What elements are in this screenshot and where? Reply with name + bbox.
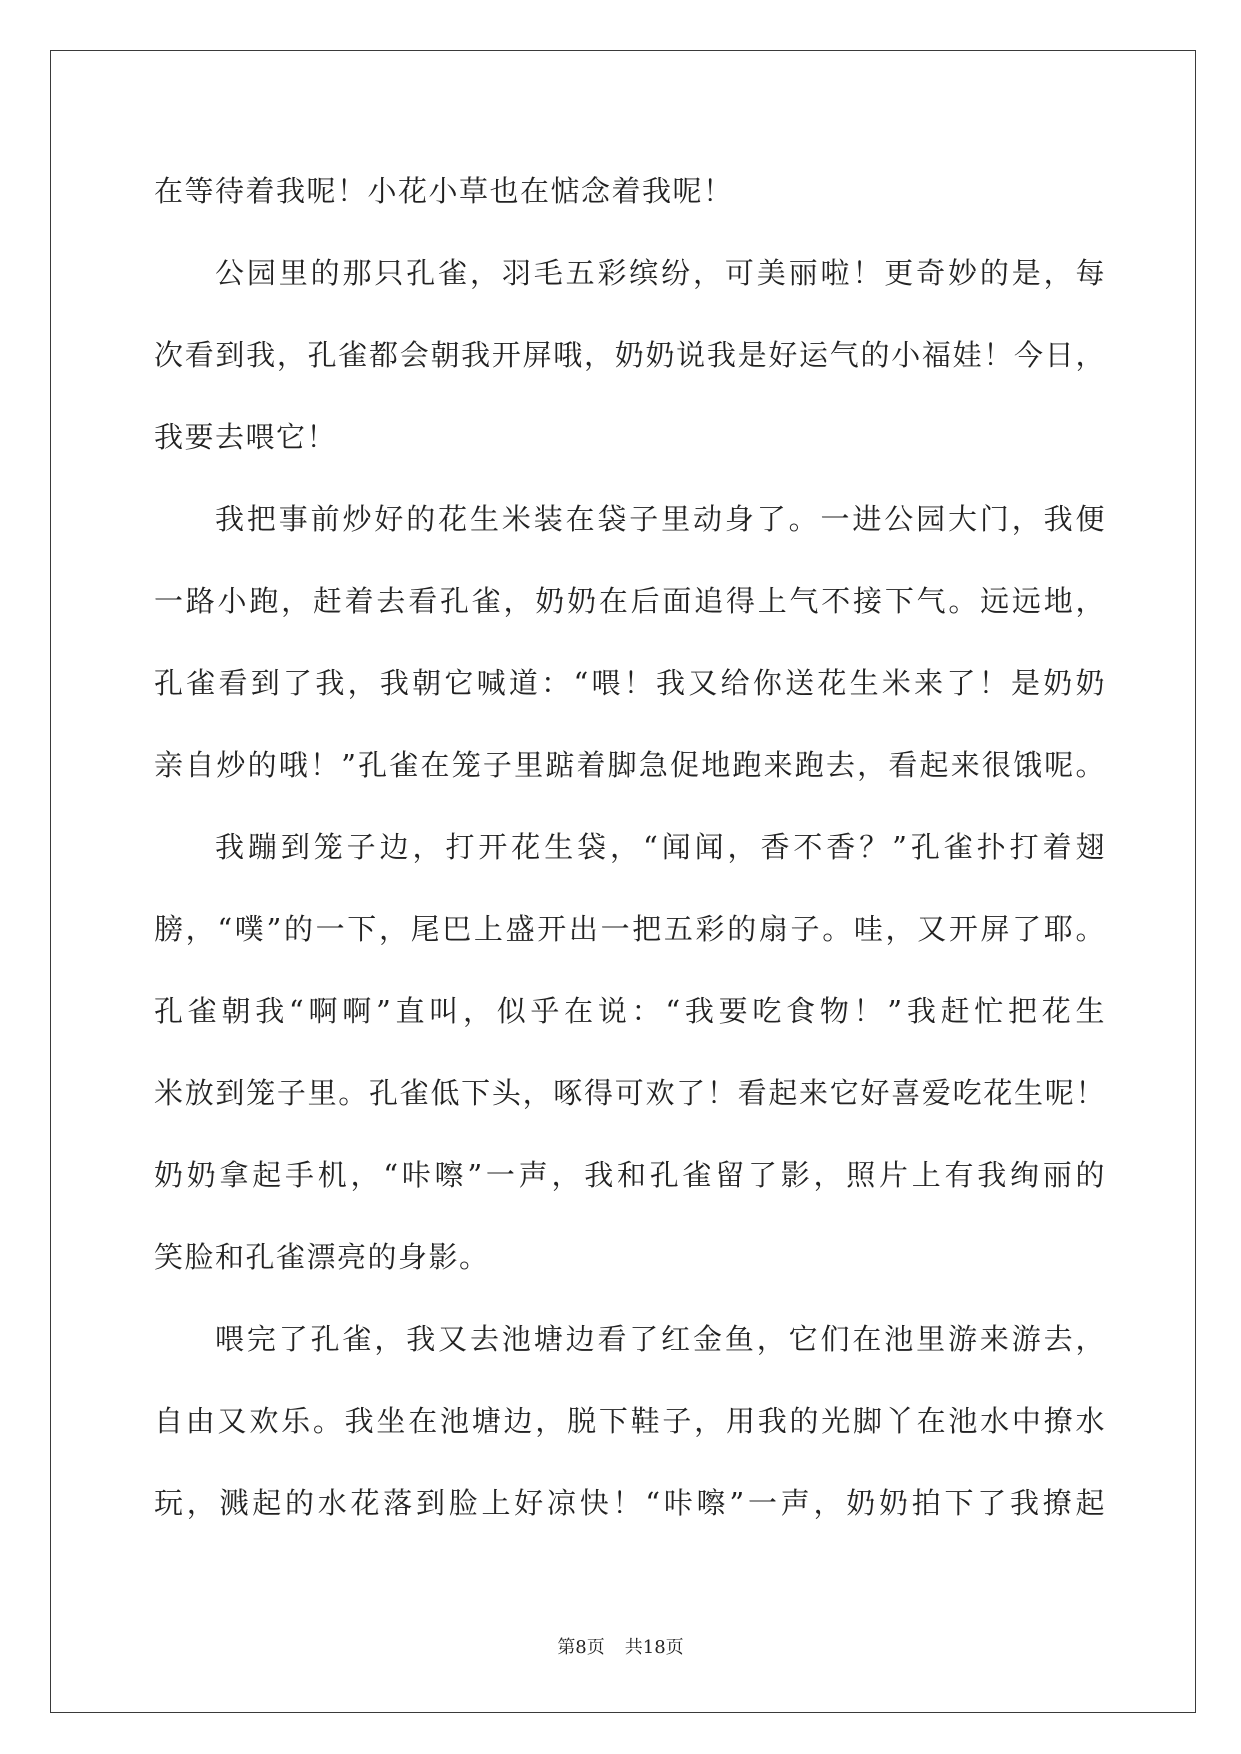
text-line: 我蹦到笼子边，打开花生袋，“闻闻，香不香？”孔雀扑打着翅 <box>215 830 1106 864</box>
text-line: 米放到笼子里。孔雀低下头，啄得可欢了！看起来它好喜爱吃花生呢！ <box>154 1076 1106 1110</box>
total-page-count: 共18页 <box>624 1637 684 1658</box>
text-line: 亲自炒的哦！”孔雀在笼子里踮着脚急促地跑来跑去，看起来很饿呢。 <box>154 748 1106 782</box>
text-line: 在等待着我呢！小花小草也在惦念着我呢！ <box>154 174 734 208</box>
text-line: 喂完了孔雀，我又去池塘边看了红金鱼，它们在池里游来游去， <box>215 1322 1106 1356</box>
body-text <box>154 150 1106 1544</box>
paragraph <box>154 478 1106 806</box>
text-line: 笑脸和孔雀漂亮的身影。 <box>154 1240 490 1274</box>
text-line: 奶奶拿起手机，“咔嚓”一声，我和孔雀留了影，照片上有我绚丽的 <box>154 1158 1106 1192</box>
paragraph <box>154 232 1106 478</box>
text-line: 自由又欢乐。我坐在池塘边，脱下鞋子，用我的光脚丫在池水中撩水 <box>154 1404 1106 1438</box>
text-line: 一路小跑，赶着去看孔雀，奶奶在后面追得上气不接下气。远远地， <box>154 584 1106 618</box>
text-line: 次看到我，孔雀都会朝我开屏哦，奶奶说我是好运气的小福娃！今日， <box>154 338 1106 372</box>
text-line: 我要去喂它！ <box>154 420 338 454</box>
paragraph <box>154 150 1106 232</box>
text-line: 孔雀朝我“啊啊”直叫，似乎在说：“我要吃食物！”我赶忙把花生 <box>154 994 1106 1028</box>
text-line: 我把事前炒好的花生米装在袋子里动身了。一进公园大门，我便 <box>215 502 1106 536</box>
current-page-number: 第8页 <box>557 1637 605 1658</box>
paragraph <box>154 1298 1106 1544</box>
page-footer <box>0 1636 1241 1660</box>
text-line: 孔雀看到了我，我朝它喊道：“喂！我又给你送花生米来了！是奶奶 <box>154 666 1106 700</box>
paragraph <box>154 806 1106 1298</box>
text-line: 公园里的那只孔雀，羽毛五彩缤纷，可美丽啦！更奇妙的是，每 <box>215 256 1106 290</box>
text-line: 膀，“噗”的一下，尾巴上盛开出一把五彩的扇子。哇，又开屏了耶。 <box>154 912 1106 946</box>
text-line: 玩，溅起的水花落到脸上好凉快！“咔嚓”一声，奶奶拍下了我撩起 <box>154 1486 1106 1520</box>
